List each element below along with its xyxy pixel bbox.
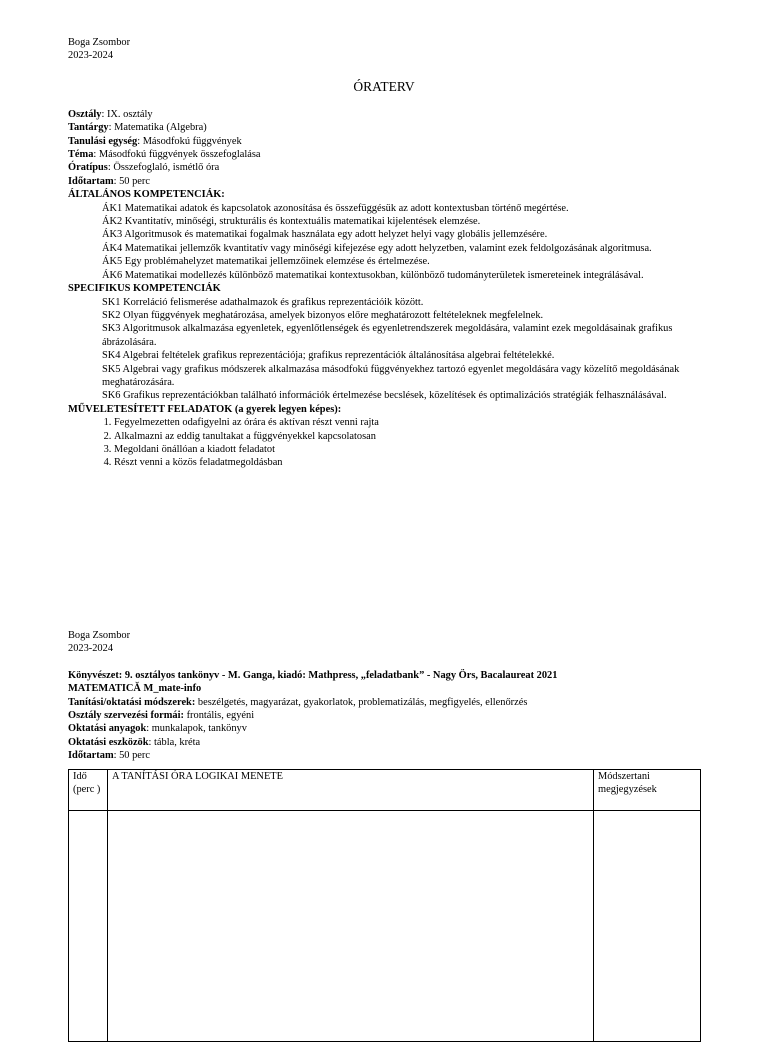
author-name: Boga Zsombor [68,37,131,48]
info-field [68,736,700,749]
general-competency-item: ÁK6 Matematikai modellezés különböző matematikai kontextusokban, különböző tudományterületek ismereteinek integrálásával. [102,269,644,281]
info-field-value: beszélgetés, magyarázat, gyakorlatok, problematizálás, megfigyelés, ellenőrzés [195,696,528,708]
notes-cell[interactable] [594,811,701,1042]
info-field-label: Óratípus [68,162,108,174]
info-field-label: Oktatási anyagok [68,723,147,735]
info-field-label: Osztály [68,108,102,120]
lesson-method-fields [68,696,700,763]
specific-competency-item: SK4 Algebrai feltételek grafikus reprezentációja; grafikus reprezentációk általánosítása algebrai feltételekké. [102,350,555,362]
general-competency-item: ÁK3 Algoritmusok és matematikai fogalmak használata egy adott helyzet helyi vagy globális jellemzésére. [102,229,548,241]
info-field-value: : Másodfokú függvények összefoglalása [93,149,261,161]
task-item: 3. Megoldani önállóan a kiadott feladatot [114,443,700,456]
general-competencies-list [68,202,700,282]
info-field-label: Időtartam [68,175,114,187]
info-field-value: : Matematika (Algebra) [108,122,207,134]
task-item: 4. Részt venni a közös feladatmegoldásban [114,456,700,469]
author-name: Boga Zsombor [68,630,131,641]
info-field-label: Oktatási eszközök [68,736,149,748]
school-year: 2023-2024 [68,643,114,655]
general-competency-item: ÁK2 Kvantitatív, minőségi, strukturális és kontextuális matematikai kijelentések elemzése. [102,216,481,228]
lesson-info-fields [68,108,700,188]
info-field [68,161,700,174]
info-field [68,175,700,188]
info-field-value: : 50 perc [113,750,150,762]
specific-competency-item: SK1 Korreláció felismerése adathalmazok és grafikus reprezentációik között. [102,296,424,308]
task-item: 2. Alkalmazni az eddig tanultakat a függvényekkel kapcsolatosan [114,430,700,443]
info-field-label: Tanulási egység [68,135,138,147]
general-competency-item: ÁK1 Matematikai adatok és kapcsolatok azonosítása és összefüggésük az adott kontextusban történő megértése. [102,202,569,214]
time-cell[interactable] [69,811,108,1042]
info-field [68,108,700,121]
lesson-flow-column-header: A TANÍTÁSI ÓRA LOGIKAI MENETE [108,770,594,811]
info-field-label: Tanítási/oktatási módszerek: [68,696,196,708]
info-field [68,696,700,709]
tasks-heading: MŰVELETESÍTETT FELADATOK (a gyerek legyen képes): [68,403,342,415]
info-field-label: Osztály szervezési formái: [68,710,184,722]
info-field [68,135,700,148]
info-field-value: : IX. osztály [101,108,153,120]
info-field-label: Tantárgy [68,122,109,134]
specific-competencies-list [68,296,700,403]
time-column-header: Idő (perc ) [69,770,108,811]
info-field [68,148,700,161]
document-title: ÓRATERV [353,78,415,94]
info-field-value: : 50 perc [113,175,150,187]
info-field-label: Téma [68,149,94,161]
specific-competency-item: SK6 Grafikus reprezentációkban található információk értelmezése becslések, közelítések és optimalizációs stratégiák felhasználásával. [102,390,667,402]
general-competency-item: ÁK5 Egy problémahelyzet matematikai jellemzőinek elemzése és értelmezése. [102,256,430,268]
task-item: 1. Fegyelmezetten odafigyelni az órára és aktívan részt venni rajta [114,416,700,429]
info-field-value: : munkalapok, tankönyv [146,723,247,735]
bibliography-continued: MATEMATICĂ M_mate-info [68,683,202,695]
lesson-plan-page-1 [68,36,700,470]
info-field [68,749,700,762]
info-field-value: : tábla, kréta [148,736,201,748]
tasks-list [68,416,700,470]
specific-competency-item: SK5 Algebrai vagy grafikus módszerek alkalmazása másodfokú függvényekhez tartozó egyenlet megoldására vagy közelítő megoldásának meghatározására. [102,363,680,388]
general-competencies-heading: ÁLTALÁNOS KOMPETENCIÁK: [68,189,225,201]
specific-competency-item: SK2 Olyan függvények meghatározása, amelyek bizonyos előre meghatározott feltételeknek megfelelnek. [102,309,544,321]
school-year: 2023-2024 [68,50,114,62]
info-field [68,121,700,134]
info-field [68,709,700,722]
notes-column-header: Módszertani megjegyzések [594,770,701,811]
specific-competency-item: SK3 Algoritmusok alkalmazása egyenletek, egyenlőtlenségek és egyenletrendszerek megoldására, valamint ezek megoldásainak grafikus ábrázolására. [102,323,673,348]
info-field-value: frontális, egyéni [183,710,255,722]
info-field-label: Időtartam [68,750,114,762]
lesson-plan-page-2 [68,629,700,763]
info-field-value: : Másodfokú függvények [137,135,242,147]
general-competency-item: ÁK4 Matematikai jellemzők kvantitatív vagy minőségi kifejezése egy adott helyzetben, valamint ezek feldolgozásának algoritmusa. [102,242,652,254]
specific-competencies-heading: SPECIFIKUS KOMPETENCIÁK [68,283,221,295]
info-field [68,722,700,735]
lesson-flow-table [68,769,701,1042]
lesson-flow-cell[interactable] [108,811,594,1042]
bibliography: Könyvészet: 9. osztályos tankönyv - M. Ganga, kiadó: Mathpress, „feladatbank” - Nagy Örs, Bacalaureat 2021 [68,669,558,681]
info-field-value: : Összefoglaló, ismétlő óra [107,162,220,174]
